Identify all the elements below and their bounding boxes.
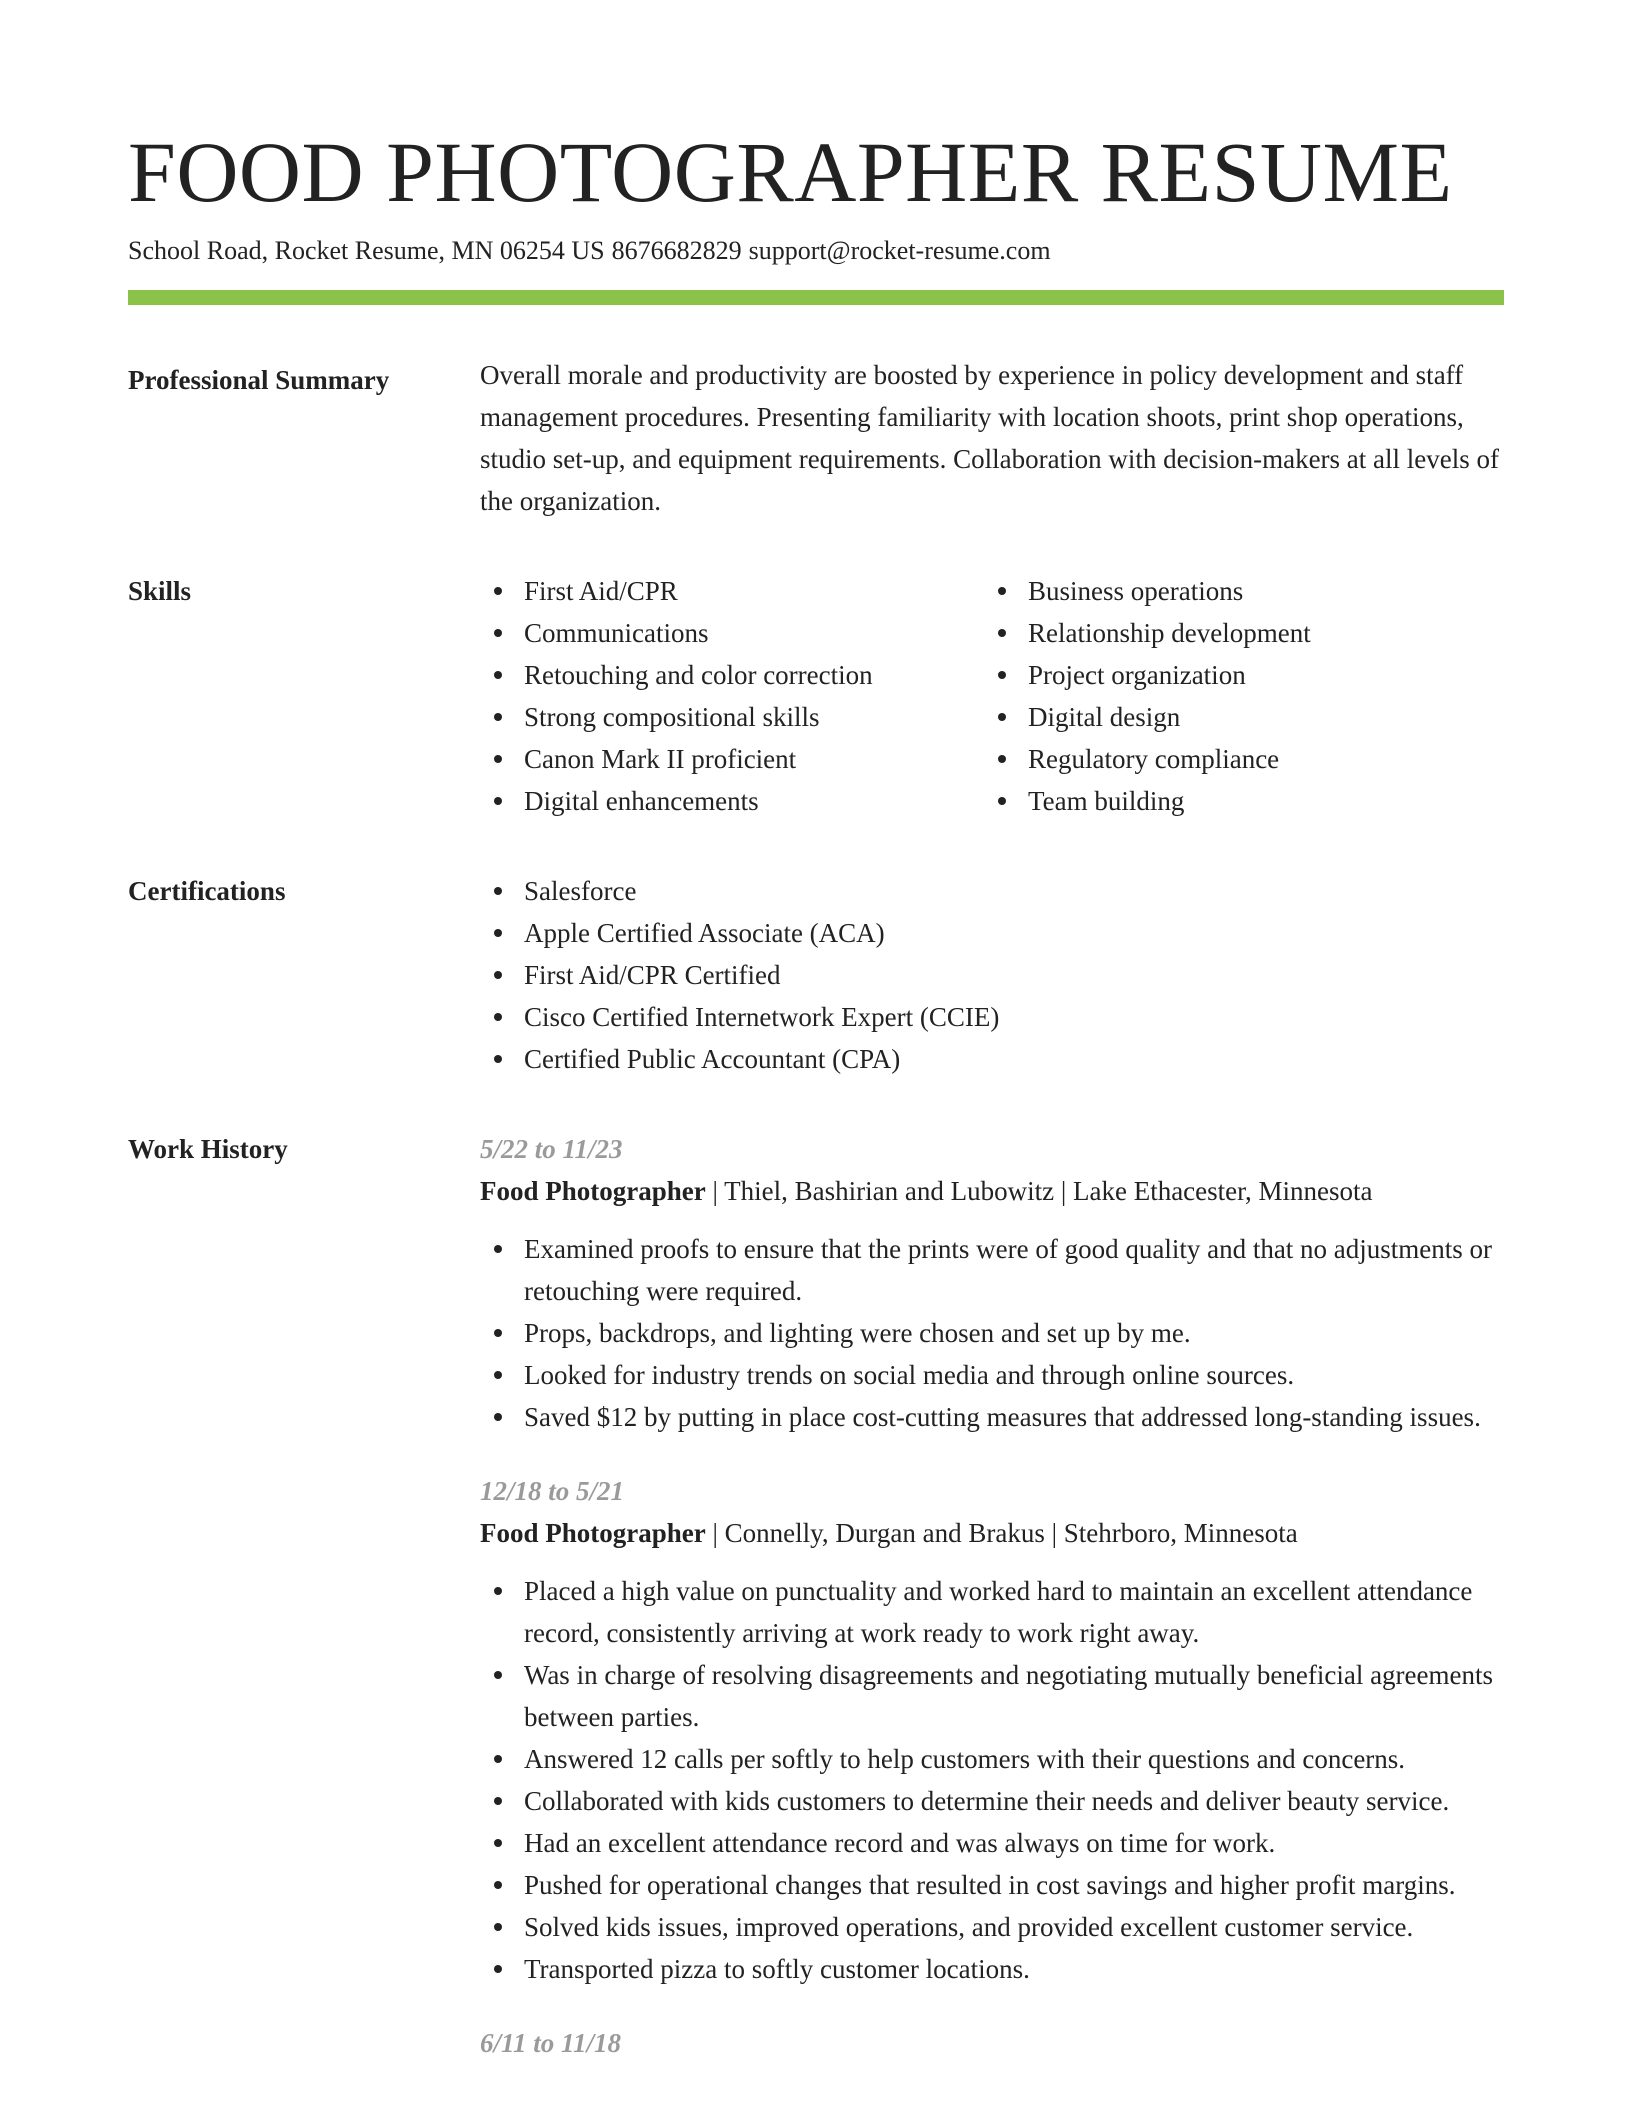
contact-line: [128, 234, 1504, 268]
skill-item: Digital design: [984, 696, 1488, 738]
job-entry: [480, 2022, 1504, 2064]
job-bullet: Saved $12 by putting in place cost-cutting measures that addressed long-standing issues.: [480, 1396, 1504, 1438]
job-bullet: Answered 12 calls per softly to help customers with their questions and concerns.: [480, 1738, 1504, 1780]
certification-item: Cisco Certified Internetwork Expert (CCIE): [480, 996, 1504, 1038]
job-bullet: Collaborated with kids customers to determine their needs and deliver beauty service.: [480, 1780, 1504, 1822]
job-bullets: [480, 1228, 1504, 1438]
skill-item: First Aid/CPR: [480, 570, 984, 612]
job-bullet: Props, backdrops, and lighting were chosen and set up by me.: [480, 1312, 1504, 1354]
summary-section: [128, 359, 1504, 522]
skill-item: Digital enhancements: [480, 780, 984, 822]
summary-text: Overall morale and productivity are boosted by experience in policy development and staff management procedures. Presenting familiarity with location shoots, print shop operations, studio set-up, and equipment requirements. Collaboration with decision-makers at all levels of the organization.: [480, 360, 1499, 516]
certifications-label: Certifications: [128, 876, 286, 906]
skill-item: Project organization: [984, 654, 1488, 696]
certification-item: Salesforce: [480, 870, 1504, 912]
contact-email: support@rocket-resume.com: [748, 236, 1051, 265]
resume-page: [128, 0, 1504, 2096]
skill-item: Regulatory compliance: [984, 738, 1488, 780]
job-bullets: [480, 1570, 1504, 1990]
job-bullet: Looked for industry trends on social media and through online sources.: [480, 1354, 1504, 1396]
skill-item: Retouching and color correction: [480, 654, 984, 696]
summary-label: Professional Summary: [128, 365, 390, 395]
skills-list-left: [480, 570, 984, 822]
job-bullet: Had an excellent attendance record and was always on time for work.: [480, 1822, 1504, 1864]
contact-address: School Road, Rocket Resume, MN 06254 US: [128, 236, 605, 265]
job-entry: [480, 1128, 1504, 1438]
job-details: | Connelly, Durgan and Brakus | Stehrboro, Minnesota: [705, 1518, 1298, 1548]
job-heading: [480, 1512, 1504, 1554]
skill-item: Team building: [984, 780, 1488, 822]
job-title: Food Photographer: [480, 1176, 706, 1206]
job-entry: [480, 1470, 1504, 1990]
job-dates: 12/18 to 5/21: [480, 1476, 625, 1506]
certifications-section: [128, 870, 1504, 1080]
header-divider: [128, 290, 1504, 305]
resume-title: FOOD PHOTOGRAPHER RESUME: [128, 124, 1453, 220]
skill-item: Strong compositional skills: [480, 696, 984, 738]
certification-item: Certified Public Accountant (CPA): [480, 1038, 1504, 1080]
skills-label: Skills: [128, 576, 192, 606]
skill-item: Canon Mark II proficient: [480, 738, 984, 780]
skills-section: [128, 570, 1504, 822]
job-dates: 6/11 to 11/18: [480, 2028, 622, 2058]
job-bullet: Examined proofs to ensure that the prints were of good quality and that no adjustments or retouching were required.: [480, 1228, 1504, 1312]
job-bullet: Pushed for operational changes that resulted in cost savings and higher profit margins.: [480, 1864, 1504, 1906]
job-dates: 5/22 to 11/23: [480, 1134, 623, 1164]
skill-item: Business operations: [984, 570, 1488, 612]
job-title: Food Photographer: [480, 1518, 706, 1548]
certifications-list: [480, 870, 1504, 1080]
work-history-label: Work History: [128, 1134, 288, 1164]
skill-item: Communications: [480, 612, 984, 654]
job-heading: [480, 1170, 1504, 1212]
job-bullet: Transported pizza to softly customer locations.: [480, 1948, 1504, 1990]
job-bullet: Placed a high value on punctuality and worked hard to maintain an excellent attendance record, consistently arriving at work ready to work right away.: [480, 1570, 1504, 1654]
skill-item: Relationship development: [984, 612, 1488, 654]
skills-list-right: [984, 570, 1488, 822]
job-bullet: Was in charge of resolving disagreements and negotiating mutually beneficial agreements between parties.: [480, 1654, 1504, 1738]
certification-item: First Aid/CPR Certified: [480, 954, 1504, 996]
job-bullet: Solved kids issues, improved operations, and provided excellent customer service.: [480, 1906, 1504, 1948]
contact-phone: 8676682829: [611, 236, 742, 265]
work-history-section: [128, 1128, 1504, 2096]
job-details: | Thiel, Bashirian and Lubowitz | Lake Ethacester, Minnesota: [705, 1176, 1373, 1206]
certification-item: Apple Certified Associate (ACA): [480, 912, 1504, 954]
